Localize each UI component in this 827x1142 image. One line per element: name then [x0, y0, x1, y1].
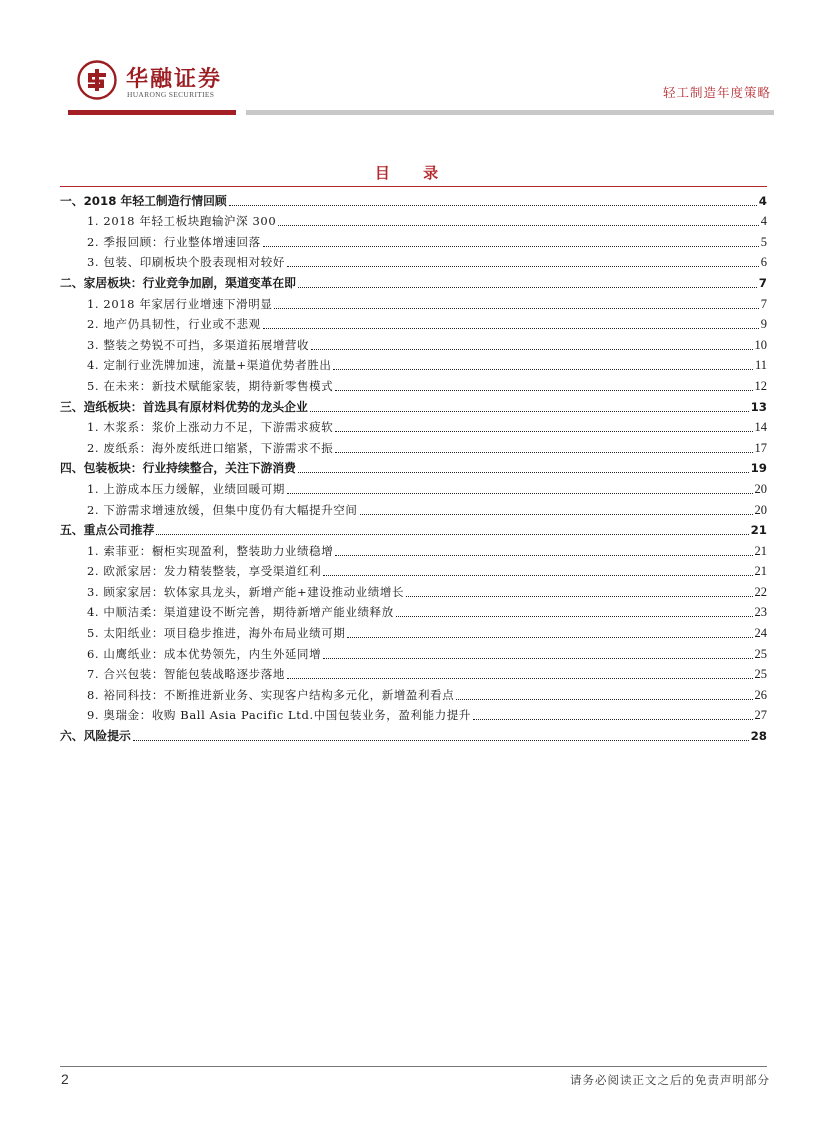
toc-subsection-link[interactable] — [60, 580, 767, 601]
toc-subsection-link[interactable] — [60, 683, 767, 704]
toc-entry-text: 9. 奥瑞金：收购 Ball Asia Pacific Ltd.中国包装业务，盈利能力提升 — [87, 708, 471, 723]
toc-subsection-link[interactable] — [60, 498, 767, 519]
toc-subsection-link[interactable] — [60, 477, 767, 498]
toc-page-number: 20 — [754, 481, 767, 496]
toc-entry-text: 三、造纸板块：首选具有原材料优势的龙头企业 — [60, 399, 308, 414]
toc-leader-dots — [278, 225, 758, 226]
toc-page-number: 19 — [750, 461, 767, 476]
toc-leader-dots — [133, 740, 749, 741]
brand-name-en: HUARONG SECURITIES — [127, 90, 215, 99]
toc-entry-text: 1. 索菲亚：橱柜实现盈利，整装助力业绩稳增 — [87, 543, 334, 558]
toc-leader-dots — [263, 328, 759, 329]
toc-subsection-link[interactable] — [60, 354, 767, 375]
toc-entry-text: 2. 废纸系：海外废纸进口缩紧，下游需求不振 — [87, 440, 334, 455]
toc-entry-text: 5. 在未来：新技术赋能家装，期待新零售模式 — [87, 378, 334, 393]
huarong-logo-icon — [77, 60, 117, 100]
toc-leader-dots — [274, 308, 758, 309]
toc-entry-text: 五、重点公司推荐 — [60, 523, 155, 538]
toc-page-number: 9 — [760, 317, 767, 332]
toc-subsection-link[interactable] — [60, 230, 767, 251]
toc-entry-text: 1. 2018 年轻工板块跑输沪深 300 — [87, 214, 277, 229]
toc-page-number: 4 — [758, 193, 767, 208]
page-number: 2 — [61, 1071, 69, 1087]
toc-page-number: 26 — [754, 687, 767, 702]
toc-leader-dots — [335, 555, 752, 556]
toc-leader-dots — [323, 575, 752, 576]
toc-subsection-link[interactable] — [60, 601, 767, 622]
toc-page-number: 7 — [758, 275, 767, 290]
toc-leader-dots — [156, 534, 748, 535]
toc-page-number: 6 — [760, 255, 767, 270]
toc-subsection-link[interactable] — [60, 560, 767, 581]
toc-subsection-link[interactable] — [60, 663, 767, 684]
toc-subsection-link[interactable] — [60, 642, 767, 663]
toc-entry-text: 一、2018 年轻工制造行情回顾 — [60, 193, 227, 208]
toc-leader-dots — [335, 452, 752, 453]
toc-entry-text: 1. 上游成本压力缓解，业绩回暖可期 — [87, 481, 285, 496]
toc-entry-text: 3. 整装之势锐不可挡，多渠道拓展增营收 — [87, 337, 310, 352]
toc-leader-dots — [406, 596, 752, 597]
toc-page-number: 13 — [750, 399, 767, 414]
toc-subsection-link[interactable] — [60, 621, 767, 642]
toc-entry-text: 5. 太阳纸业：项目稳步推进，海外布局业绩可期 — [87, 626, 346, 641]
toc-entry-text: 1. 木浆系：浆价上涨动力不足，下游需求疲软 — [87, 420, 334, 435]
toc-page-number: 21 — [754, 543, 767, 558]
toc-section-link[interactable] — [60, 457, 767, 478]
toc-leader-dots — [287, 493, 753, 494]
toc-entry-text: 3. 顾家家居：软体家具龙头，新增产能+建设推动业绩增长 — [87, 584, 405, 599]
toc-entry-text: 8. 裕同科技：不断推进新业务、实现客户结构多元化，新增盈利看点 — [87, 687, 455, 702]
toc-subsection-link[interactable] — [60, 416, 767, 437]
toc-entry-text: 二、家居板块：行业竞争加剧，渠道变革在即 — [60, 275, 296, 290]
toc-page-number: 21 — [750, 523, 767, 538]
toc-page-number: 24 — [754, 626, 767, 641]
toc-page-number: 25 — [754, 646, 767, 661]
toc-subsection-link[interactable] — [60, 251, 767, 272]
toc-page-number: 5 — [760, 234, 767, 249]
toc-section-link[interactable] — [60, 519, 767, 540]
toc-entry-text: 2. 下游需求增速放缓，但集中度仍有大幅提升空间 — [87, 502, 358, 517]
toc-entry-text: 2. 欧派家居：发力精装整装，享受渠道红利 — [87, 564, 322, 579]
toc-subsection-link[interactable] — [60, 704, 767, 725]
toc-page-number: 17 — [754, 440, 767, 455]
toc-leader-dots — [323, 658, 752, 659]
toc-page-number: 27 — [754, 708, 767, 723]
toc-subsection-link[interactable] — [60, 374, 767, 395]
toc-page-number: 10 — [754, 337, 767, 352]
toc-subsection-link[interactable] — [60, 292, 767, 313]
toc-leader-dots — [298, 287, 757, 288]
toc-leader-dots — [287, 678, 753, 679]
toc-subsection-link[interactable] — [60, 539, 767, 560]
toc-subsection-link[interactable] — [60, 333, 767, 354]
toc-entry-text: 1. 2018 年家居行业增速下滑明显 — [87, 296, 273, 311]
toc-entry-text: 2. 季报回顾：行业整体增速回落 — [87, 234, 261, 249]
toc-subsection-link[interactable] — [60, 313, 767, 334]
toc-page-number: 28 — [750, 729, 767, 744]
toc-page-number: 11 — [754, 358, 767, 373]
toc-leader-dots — [360, 514, 753, 515]
brand-name-cn: 华融证券 — [126, 67, 223, 92]
toc-leader-dots — [229, 205, 757, 206]
toc-leader-dots — [473, 719, 753, 720]
toc-leader-dots — [347, 637, 752, 638]
toc-entry-text: 3. 包装、印刷板块个股表现相对较好 — [87, 255, 285, 270]
toc-entry-text: 4. 定制行业洗牌加速，流量+渠道优势者胜出 — [87, 358, 332, 373]
page-header — [0, 0, 827, 120]
toc-entry-text: 2. 地产仍具韧性，行业或不悲观 — [87, 317, 261, 332]
toc-page-number: 7 — [760, 296, 767, 311]
footer-disclaimer: 请务必阅读正文之后的免责声明部分 — [570, 1073, 770, 1087]
toc-leader-dots — [456, 699, 752, 700]
toc-section-link[interactable] — [60, 271, 767, 292]
toc-leader-dots — [396, 616, 753, 617]
toc-title-rule — [60, 186, 767, 187]
toc-leader-dots — [263, 246, 759, 247]
header-bar-accent — [68, 110, 236, 115]
toc-page-number: 22 — [754, 584, 767, 599]
toc-page-number: 12 — [754, 378, 767, 393]
toc-page-number: 4 — [760, 214, 767, 229]
toc-page-number: 20 — [754, 502, 767, 517]
toc-subsection-link[interactable] — [60, 436, 767, 457]
toc-leader-dots — [310, 411, 749, 412]
toc-entry-text: 四、包装板块：行业持续整合，关注下游消费 — [60, 461, 296, 476]
toc-title: 目 录 — [374, 164, 453, 182]
table-of-contents — [60, 189, 767, 745]
toc-page-number: 14 — [754, 420, 767, 435]
toc-section-link[interactable] — [60, 395, 767, 416]
report-type: 轻工制造年度策略 — [662, 85, 771, 100]
toc-page-number: 21 — [754, 564, 767, 579]
toc-leader-dots — [333, 369, 752, 370]
toc-leader-dots — [298, 472, 749, 473]
toc-page-number: 25 — [754, 667, 767, 682]
toc-leader-dots — [335, 390, 752, 391]
toc-entry-text: 6. 山鹰纸业：成本优势领先，内生外延同增 — [87, 646, 322, 661]
toc-entry-text: 4. 中顺洁柔：渠道建设不断完善，期待新增产能业绩释放 — [87, 605, 394, 620]
toc-entry-text: 六、风险提示 — [60, 729, 131, 744]
toc-section-link[interactable] — [60, 724, 767, 745]
toc-entry-text: 7. 合兴包装：智能包装战略逐步落地 — [87, 667, 285, 682]
toc-leader-dots — [335, 431, 752, 432]
header-bar-gray — [246, 110, 774, 115]
toc-leader-dots — [311, 349, 752, 350]
toc-leader-dots — [287, 266, 759, 267]
footer-rule — [60, 1066, 767, 1067]
toc-page-number: 23 — [754, 605, 767, 620]
toc-section-link[interactable] — [60, 189, 767, 210]
toc-subsection-link[interactable] — [60, 210, 767, 231]
